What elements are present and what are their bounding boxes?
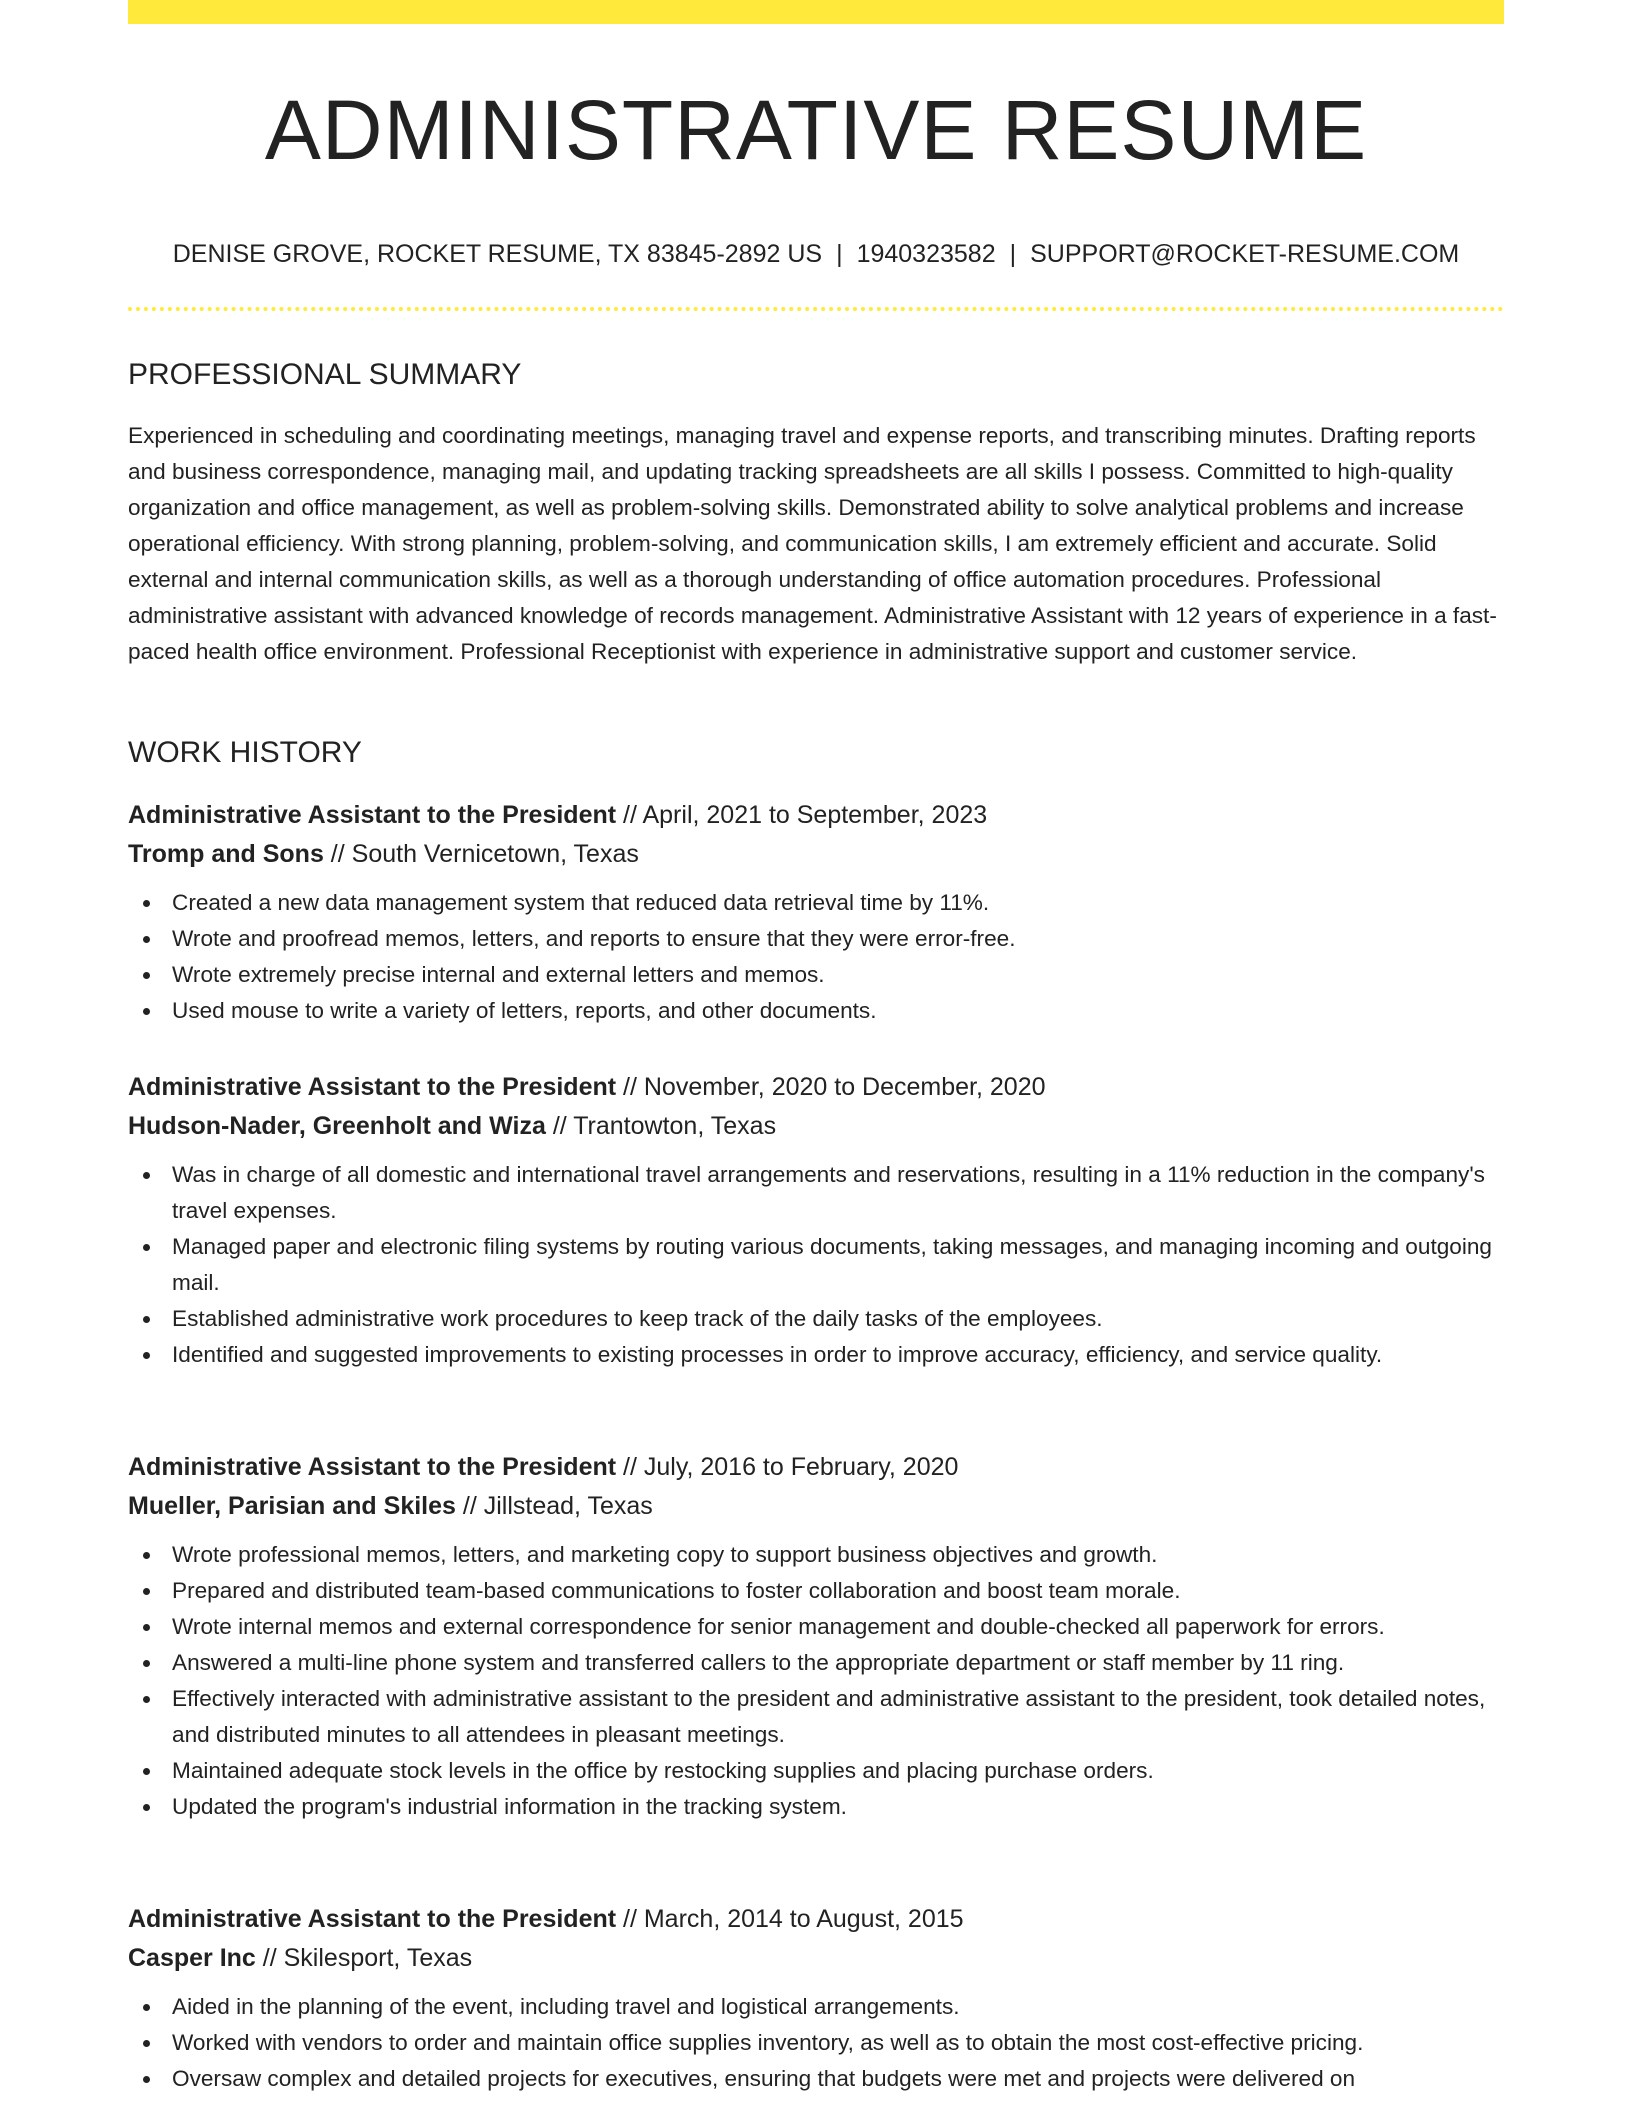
dotted-divider (128, 307, 1504, 311)
job-bullets (128, 885, 1504, 1029)
bullet-item: Answered a multi-line phone system and transferred callers to the appropriate department or staff member by 11 ring. (128, 1645, 1504, 1681)
bullet-item: Wrote professional memos, letters, and marketing copy to support business objectives and growth. (128, 1537, 1504, 1573)
bullet-item: Wrote extremely precise internal and external letters and memos. (128, 957, 1504, 993)
job-company-line (128, 1487, 1504, 1526)
job-entry (128, 1900, 1504, 2097)
bullet-item: Used mouse to write a variety of letters, reports, and other documents. (128, 993, 1504, 1029)
contact-phone: 1940323582 (856, 240, 996, 268)
job-title: Administrative Assistant to the President (128, 1073, 617, 1101)
job-title: Administrative Assistant to the President (128, 1905, 617, 1933)
job-company-line (128, 1107, 1504, 1146)
job-dates: // April, 2021 to September, 2023 (616, 801, 988, 829)
job-location: // Trantowton, Texas (545, 1111, 777, 1140)
job-dates: // July, 2016 to February, 2020 (616, 1453, 959, 1481)
job-company-line (128, 835, 1504, 874)
job-title-line (128, 1068, 1504, 1107)
job-dates: // November, 2020 to December, 2020 (616, 1073, 1046, 1101)
job-company: Casper Inc (128, 1943, 256, 1972)
bullet-item: Updated the program's industrial information in the tracking system. (128, 1789, 1504, 1825)
job-location: // Skilesport, Texas (255, 1943, 473, 1972)
bullet-item: Aided in the planning of the event, including travel and logistical arrangements. (128, 1989, 1504, 2025)
bullet-item: Wrote internal memos and external correspondence for senior management and double-checked all paperwork for errors. (128, 1609, 1504, 1645)
job-title-line (128, 1448, 1504, 1487)
job-entry (128, 1068, 1504, 1373)
resume-title: ADMINISTRATIVE RESUME (264, 83, 1368, 177)
job-title-line (128, 796, 1504, 835)
summary-text: Experienced in scheduling and coordinating meetings, managing travel and expense reports, and transcribing minutes. Drafting reports and business correspondence, managing mail, and updating tracking spreadsheets are all skills I possess. Committed to high-quality organization and office management, as well as problem-solving skills. Demonstrated ability to solve analytical problems and increase operational efficiency. With strong planning, problem-solving, and communication skills, I am extremely efficient and accurate. Solid external and internal communication skills, as well as a thorough understanding of office automation procedures. Professional administrative assistant with advanced knowledge of records management. Administrative Assistant with 12 years of experience in a fast-paced health office environment. Professional Receptionist with experience in administrative support and customer service. (128, 423, 1497, 664)
bullet-item: Was in charge of all domestic and international travel arrangements and reservations, resulting in a 11% reduction in the company's travel expenses. (128, 1157, 1504, 1229)
contact-address: DENISE GROVE, ROCKET RESUME, TX 83845-2892 US (172, 240, 823, 268)
work-history-heading: WORK HISTORY (128, 736, 362, 769)
bullet-item: Worked with vendors to order and maintain office supplies inventory, as well as to obtain the most cost-effective pricing. (128, 2025, 1504, 2061)
job-company: Mueller, Parisian and Skiles (128, 1491, 456, 1520)
job-bullets (128, 1989, 1504, 2097)
bullet-item: Identified and suggested improvements to existing processes in order to improve accuracy, efficiency, and service quality. (128, 1337, 1504, 1373)
bullet-item: Managed paper and electronic filing systems by routing various documents, taking messages, and managing incoming and outgoing mail. (128, 1229, 1504, 1301)
job-bullets (128, 1537, 1504, 1825)
accent-bar (128, 0, 1504, 24)
job-location: // Jillstead, Texas (455, 1491, 653, 1520)
bullet-item: Effectively interacted with administrative assistant to the president and administrative assistant to the president, took detailed notes, and distributed minutes to all attendees in pleasant meetings. (128, 1681, 1504, 1753)
bullet-item: Wrote and proofread memos, letters, and reports to ensure that they were error-free. (128, 921, 1504, 957)
job-dates: // March, 2014 to August, 2015 (616, 1905, 964, 1933)
job-company-line (128, 1939, 1504, 1978)
bullet-item: Prepared and distributed team-based communications to foster collaboration and boost team morale. (128, 1573, 1504, 1609)
job-title: Administrative Assistant to the President (128, 801, 617, 829)
bullet-item: Oversaw complex and detailed projects for executives, ensuring that budgets were met and projects were delivered on (128, 2061, 1504, 2097)
job-bullets (128, 1157, 1504, 1373)
job-company: Tromp and Sons (128, 839, 324, 868)
bullet-item: Established administrative work procedures to keep track of the daily tasks of the employees. (128, 1301, 1504, 1337)
bullet-item: Created a new data management system that reduced data retrieval time by 11%. (128, 885, 1504, 921)
job-title-line (128, 1900, 1504, 1939)
job-entry (128, 1448, 1504, 1825)
bullet-item: Maintained adequate stock levels in the office by restocking supplies and placing purchase orders. (128, 1753, 1504, 1789)
summary-heading: PROFESSIONAL SUMMARY (128, 358, 522, 391)
job-entry (128, 796, 1504, 1029)
job-title: Administrative Assistant to the President (128, 1453, 617, 1481)
contact-line (128, 238, 1504, 270)
job-company: Hudson-Nader, Greenholt and Wiza (128, 1111, 546, 1140)
contact-email: SUPPORT@ROCKET-RESUME.COM (1030, 240, 1460, 268)
contact-separator: | (1009, 240, 1017, 268)
contact-separator: | (836, 240, 843, 268)
job-location: // South Vernicetown, Texas (323, 839, 639, 868)
